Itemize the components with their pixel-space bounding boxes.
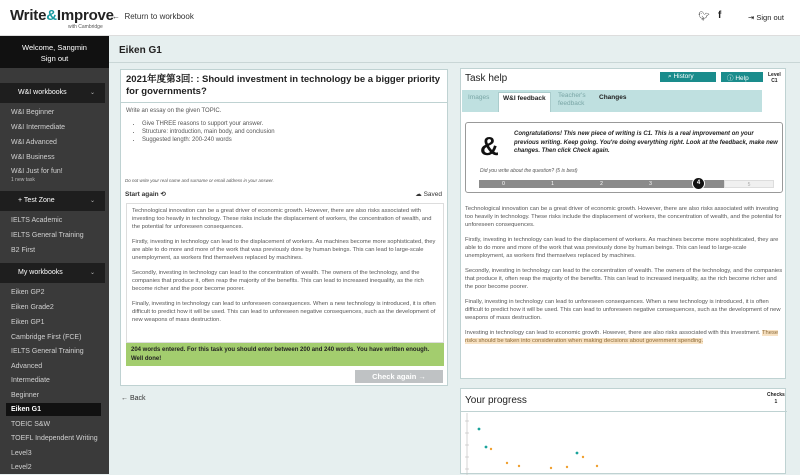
essay-paragraph: Finally, investing in technology can lead to unforeseen consequences. When a new technology is introduced, it is often difficult to predict how it will be used. This can lead to unforeseen negative consequences, such as the development of new weapons of mass destruction. bbox=[132, 301, 436, 323]
task-point: • Suggested length: 200-240 words bbox=[142, 136, 442, 144]
sidebar-item-wi-beginner[interactable]: W&I Beginner bbox=[11, 109, 55, 116]
sidebar-item-eiken-gp1[interactable]: Eiken GP1 bbox=[11, 319, 45, 326]
app-logo[interactable]: Write&Improve bbox=[10, 7, 114, 24]
sidebar-item-toeic-sw[interactable]: TOEIC S&W bbox=[11, 421, 51, 428]
chart-point bbox=[518, 465, 520, 467]
section-wi-workbooks[interactable]: W&I workbooks ⌄ bbox=[0, 83, 105, 103]
word-count-message: 204 words entered. For this task you should enter between 200 and 240 words. You have written enough. Well done! bbox=[126, 343, 444, 366]
sidebar-item-ielts-general-training[interactable]: IELTS General Training bbox=[11, 348, 84, 355]
feedback-essay bbox=[465, 205, 783, 352]
arrow-left-icon: ← bbox=[121, 395, 128, 402]
level-badge: Level C1 bbox=[768, 72, 781, 84]
sidebar-item-cambridge-first[interactable]: Cambridge First (FCE) bbox=[11, 334, 82, 341]
tab-teachers-feedback[interactable]: Teacher's feedback bbox=[558, 92, 586, 107]
feedback-box bbox=[465, 122, 783, 193]
feedback-paragraph: Firstly, investing in technology can lead to the displacement of workers. As machines become more sophisticated, they are able to do more and more of the work that was previously done by human beings. This can lead to large-scale unemployment, as workers find themselves replaced by machines. bbox=[465, 237, 779, 259]
start-again-button[interactable]: Start again ⟲ bbox=[125, 191, 166, 198]
sidebar bbox=[0, 36, 109, 474]
return-to-workbook-link[interactable]: ← Return to workbook bbox=[112, 12, 194, 21]
progress-chart bbox=[461, 413, 787, 475]
sidebar-item-wi-business[interactable]: W&I Business bbox=[11, 154, 55, 161]
chevron-down-icon: ⌄ bbox=[89, 90, 95, 96]
rating-scale bbox=[479, 180, 774, 188]
sidebar-item-wi-advanced[interactable]: W&I Advanced bbox=[11, 139, 57, 146]
tab-wi-feedback[interactable]: W&I feedback bbox=[498, 92, 551, 112]
chart-point bbox=[550, 467, 552, 469]
question-title: 2021年度第3回: : Should investment in technology be a bigger priority for governments? bbox=[121, 70, 447, 103]
sign-out-icon: ⇥ bbox=[748, 13, 755, 22]
back-link[interactable]: ← Back bbox=[121, 395, 146, 402]
feedback-paragraph-conclusion: Investing in technology can lead to economic growth. However, there are also risks associated with this investment. These risks should be taken into consideration when making decisions about government spending. bbox=[465, 330, 779, 344]
feedback-paragraph: Finally, investing in technology can lead to unforeseen consequences. When a new technology is introduced, it is often difficult to predict how it will be used. This can lead to unforeseen negative consequences, such as the development of new weapons of mass destruction. bbox=[465, 299, 781, 321]
welcome-box bbox=[0, 36, 109, 68]
sidebar-item-toefl-independent[interactable]: TOEFL Independent Writing bbox=[11, 435, 98, 442]
sidebar-item-eiken-g1[interactable]: Eiken G1 bbox=[6, 403, 101, 416]
sidebar-sign-out[interactable]: Sign out bbox=[40, 54, 69, 63]
sidebar-item-intermediate[interactable]: Intermediate bbox=[11, 377, 50, 384]
divider bbox=[109, 62, 800, 63]
sidebar-item-b2-first[interactable]: B2 First bbox=[11, 247, 36, 254]
chart-point bbox=[566, 466, 568, 468]
divider bbox=[461, 411, 787, 412]
saved-indicator: ☁ Saved bbox=[415, 191, 442, 198]
tab-changes[interactable]: Changes bbox=[599, 94, 627, 101]
essay-paragraph: Firstly, investing in technology can lead to the displacement of workers. As machines become more sophisticated, they are able to do more and more of the work that was previously done by human beings. This can lead to large-scale unemployment, as workers find themselves replaced by machines. bbox=[132, 239, 436, 261]
chart-point bbox=[485, 446, 488, 449]
new-task-badge: 1 new task bbox=[11, 177, 35, 183]
chart-point bbox=[576, 452, 579, 455]
checks-counter: Checks 1 bbox=[767, 392, 785, 405]
search-icon: ⌕ bbox=[668, 73, 672, 80]
help-icon: ⓘ bbox=[727, 75, 734, 82]
task-help-tabs bbox=[462, 90, 762, 112]
writing-panel bbox=[120, 69, 448, 386]
history-button[interactable]: ⌕ History bbox=[660, 72, 716, 82]
wi-logo-icon: & bbox=[480, 131, 499, 161]
highlighted-sentence[interactable]: These risks should be taken into consideration when making decisions about government spending. bbox=[465, 330, 779, 344]
sidebar-item-ielts-general[interactable]: IELTS General Training bbox=[11, 232, 84, 239]
task-help-title: Task help bbox=[465, 73, 508, 84]
feedback-paragraph: Secondly, investing in technology can lead to the concentration of wealth. The owners of the technology, and the companies that produce it, often reap the majority of the benefits. This can lead to increased inequality, as the rich become richer and the poor become poorer. bbox=[465, 268, 783, 290]
rating-step-3: 3 bbox=[626, 180, 675, 188]
rating-marker: 4 bbox=[692, 177, 705, 190]
arrow-left-icon: ← bbox=[112, 12, 120, 21]
feedback-message: Congratulations! This new piece of writing is C1. This is a real improvement on your previous writing. Keep going. You're doing everything right. Look at the feedback, make new changes. Then click Check again. bbox=[514, 131, 778, 154]
sidebar-item-wi-just-for-fun[interactable]: W&I Just for fun! bbox=[11, 168, 63, 175]
sign-out-link[interactable]: ⇥ Sign out bbox=[748, 13, 784, 22]
cloud-icon: ☁ bbox=[415, 191, 422, 198]
chevron-down-icon: ⌄ bbox=[89, 270, 95, 276]
tab-images[interactable]: Images bbox=[468, 94, 490, 101]
twitter-icon[interactable]: 🐦︎ bbox=[698, 11, 710, 21]
chart-point bbox=[596, 465, 598, 467]
task-intro: Write an essay on the given TOPIC. bbox=[126, 108, 222, 114]
top-bar bbox=[0, 0, 800, 36]
sidebar-item-level3[interactable]: Level3 bbox=[11, 450, 32, 457]
sidebar-item-beginner[interactable]: Beginner bbox=[11, 392, 40, 399]
chart-point bbox=[490, 448, 492, 450]
sidebar-item-advanced[interactable]: Advanced bbox=[11, 363, 43, 370]
page-title: Eiken G1 bbox=[119, 45, 162, 56]
welcome-text: Welcome, Sangmin bbox=[22, 43, 87, 52]
chart-point bbox=[506, 462, 508, 464]
help-button[interactable]: ⓘ Help bbox=[721, 72, 763, 82]
essay-textarea[interactable] bbox=[126, 203, 444, 343]
chevron-down-icon: ⌄ bbox=[89, 198, 95, 204]
essay-paragraph: Technological innovation can be a great driver of economic growth. However, there are also risks associated with investing too heavily in technology. These risks include the displacement of workers, the concentration of wealth, and the potential for unforeseen consequences. bbox=[132, 208, 432, 230]
facebook-icon[interactable]: f bbox=[718, 10, 722, 21]
section-test-zone[interactable]: + Test Zone ⌄ bbox=[0, 191, 105, 211]
logo-subtitle: with Cambridge bbox=[68, 24, 103, 30]
sidebar-item-wi-intermediate[interactable]: W&I Intermediate bbox=[11, 124, 66, 131]
plus-icon: + bbox=[18, 197, 23, 204]
progress-panel bbox=[460, 388, 786, 474]
task-instructions bbox=[121, 103, 447, 148]
essay-paragraph: Secondly, investing in technology can lead to the concentration of wealth. The owners of the technology, and the companies that produce it, often reap the majority of the benefits. This can lead to increased inequality, as the rich become richer and the poor become poorer. bbox=[132, 270, 424, 292]
task-point: • Give THREE reasons to support your answer. bbox=[142, 120, 442, 128]
sidebar-item-ielts-academic[interactable]: IELTS Academic bbox=[11, 217, 63, 224]
rating-step-2: 2 bbox=[577, 180, 626, 188]
chart-point bbox=[478, 428, 481, 431]
chart-point bbox=[582, 456, 584, 458]
rating-step-1: 1 bbox=[528, 180, 577, 188]
sidebar-item-level2[interactable]: Level2 bbox=[11, 464, 32, 471]
check-again-button[interactable]: Check again → bbox=[355, 370, 443, 383]
rating-question: Did you write about the question? (5 is best) bbox=[480, 168, 578, 174]
sidebar-item-eiken-grade2[interactable]: Eiken Grade2 bbox=[11, 304, 54, 311]
feedback-paragraph: Technological innovation can be a great driver of economic growth. However, there are also risks associated with investing too heavily in technology. These risks include the displacement of workers, the concentration of wealth, and the potential for unforeseen consequences. bbox=[465, 206, 782, 228]
reset-icon: ⟲ bbox=[160, 191, 166, 198]
rating-step-0: 0 bbox=[479, 180, 528, 188]
privacy-notice: Do not write your real name and surname or email address in your answer. bbox=[125, 178, 274, 183]
task-help-panel bbox=[460, 68, 786, 379]
sidebar-item-eiken-gp2[interactable]: Eiken GP2 bbox=[11, 289, 45, 296]
rating-step-5: 5 bbox=[724, 180, 774, 188]
section-my-workbooks[interactable]: My workbooks ⌄ bbox=[0, 263, 105, 283]
task-point: • Structure: introduction, main body, and conclusion bbox=[142, 128, 442, 136]
progress-title: Your progress bbox=[465, 395, 527, 406]
